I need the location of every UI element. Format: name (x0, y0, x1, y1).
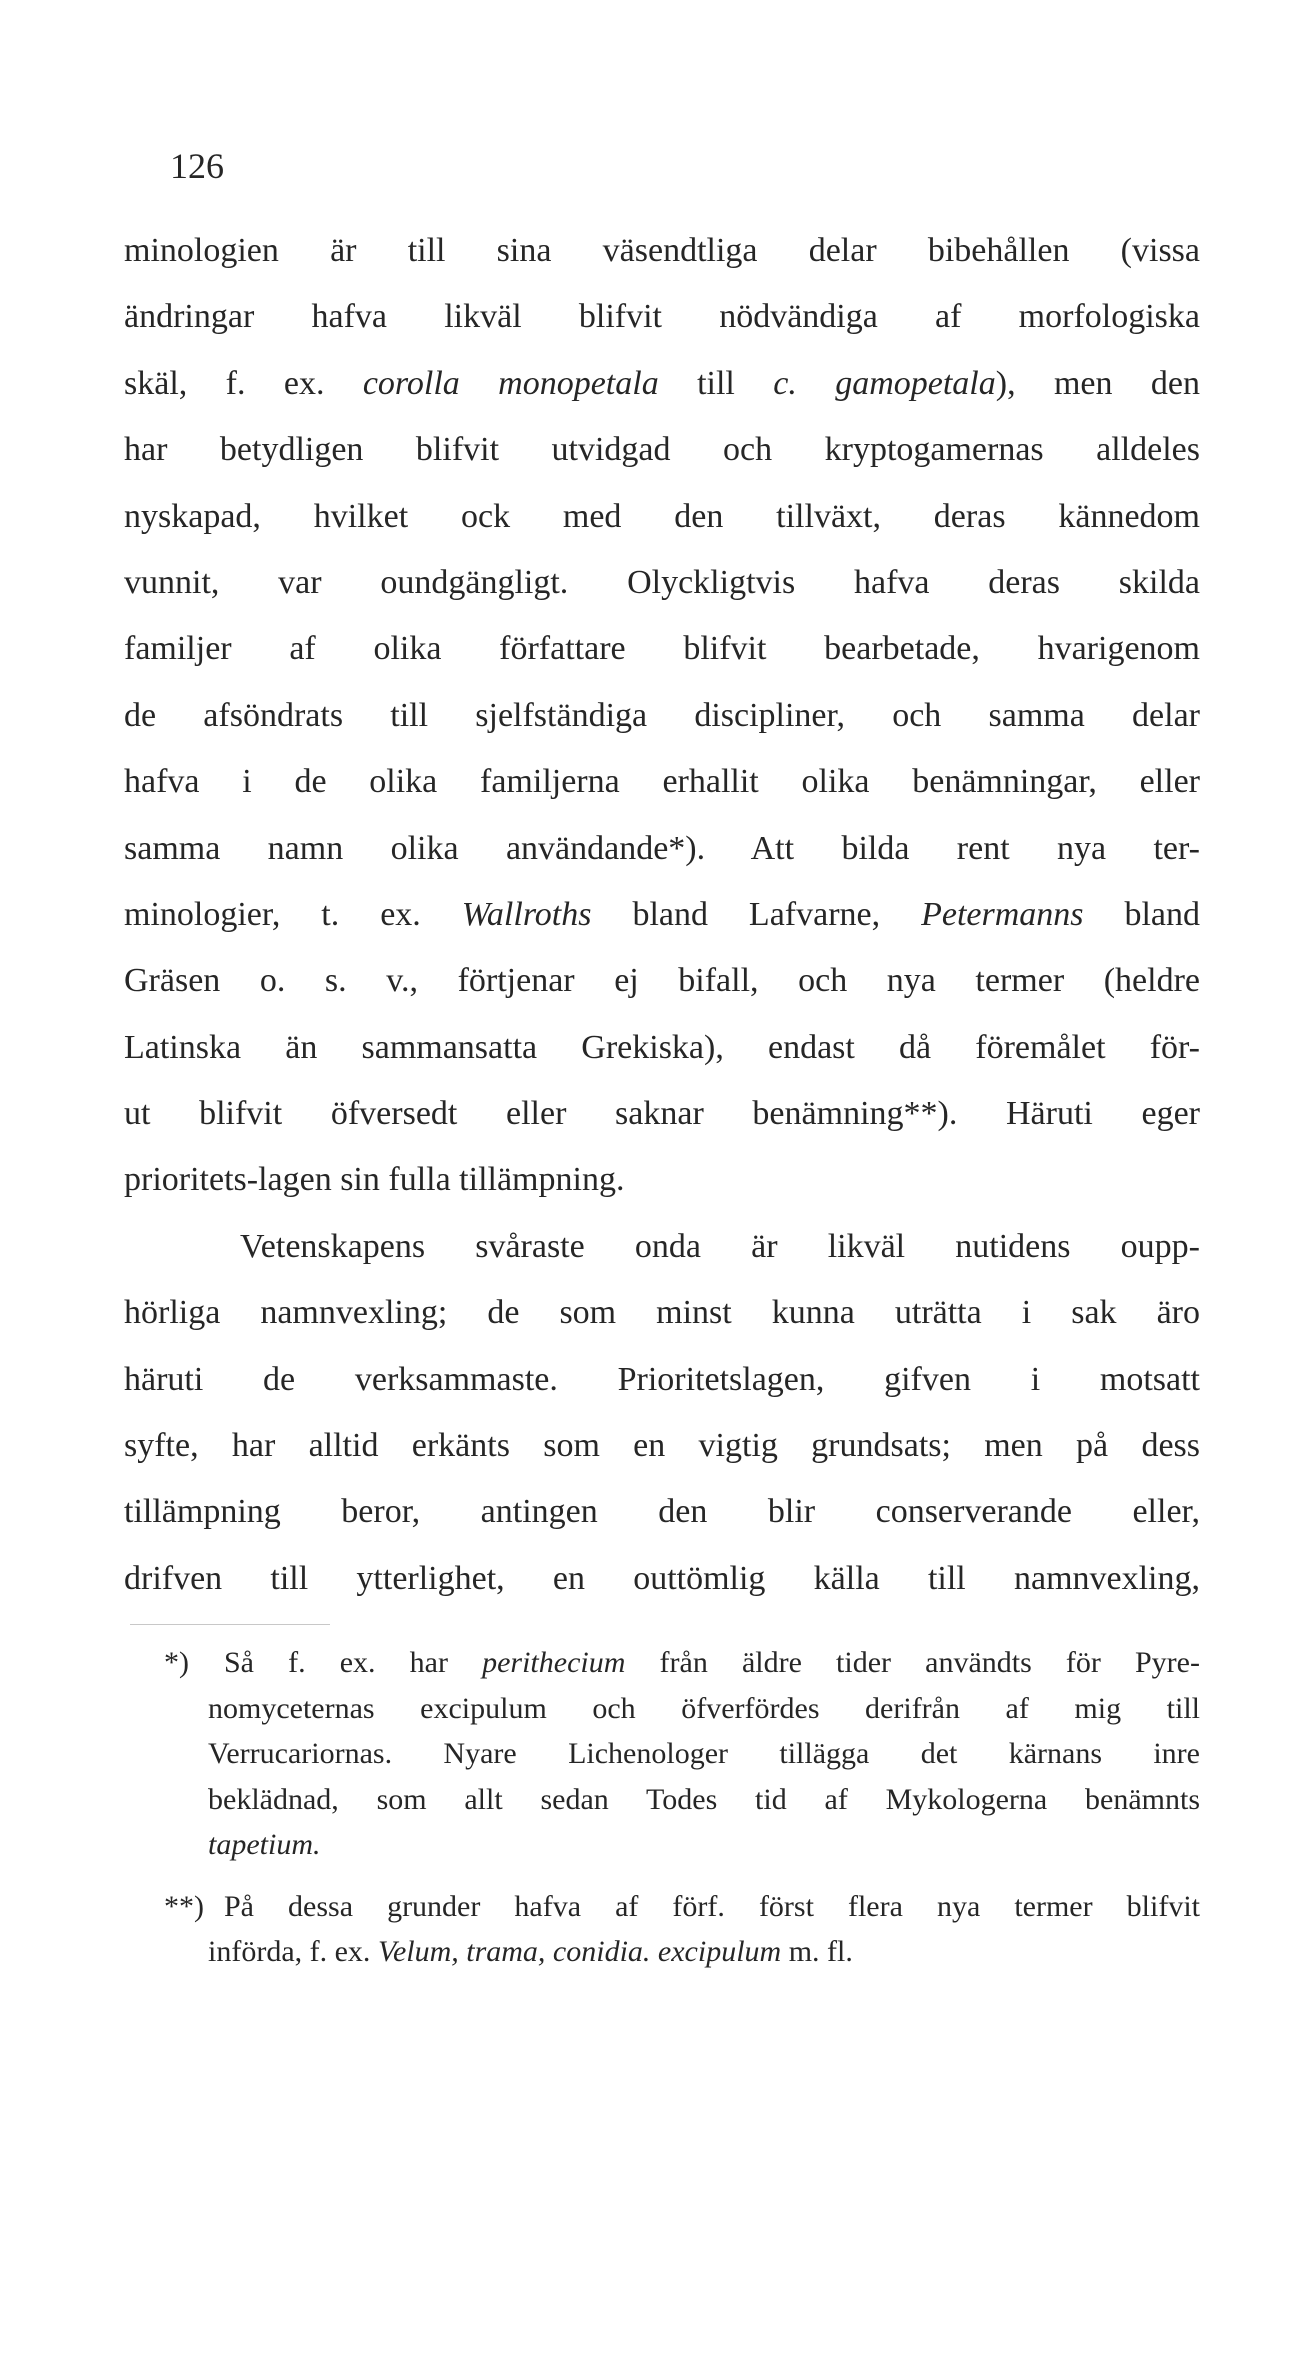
text-line: de afsöndrats till sjelfständiga discipliner, och samma delar (124, 696, 1200, 734)
text-run: införda, f. ex. (208, 1935, 378, 1968)
text-line (124, 351, 1200, 417)
text-line: minologien är till sina väsendtliga delar bibehållen (vissa (124, 232, 1200, 269)
footnote (124, 1640, 1200, 1868)
text-line: syfte, har alltid erkänts som en vigtig grundsats; men på dess (124, 1427, 1200, 1465)
footnote-marker: **) (164, 1889, 204, 1923)
text-line: drifven till ytterlighet, en outtömlig källa till namnvexling, (124, 1559, 1200, 1597)
italic-term: corolla monopetala (362, 364, 659, 402)
footnote-line (124, 1640, 1200, 1686)
text-line (124, 882, 1200, 948)
text-line: Vetenskapens svåraste onda är likväl nutidens oupp- (240, 1227, 1200, 1265)
footnote-line (124, 1884, 1200, 1930)
italic-term: perithecium (482, 1646, 626, 1679)
text-line: ändringar hafva likväl blifvit nödvändiga af morfologiska (124, 298, 1200, 336)
text-line: tillämpning beror, antingen den blir conserverande eller, (124, 1493, 1200, 1531)
italic-term: Wallroths (461, 895, 592, 933)
text-line: familjer af olika författare blifvit bearbetade, hvarigenom (124, 630, 1200, 668)
text-line: prioritets-lagen sin fulla tillämpning. (124, 1161, 625, 1199)
text-line: ut blifvit öfversedt eller saknar benämning**). Häruti eger (124, 1095, 1200, 1133)
footnote-line: Verrucariornas. Nyare Lichenologer tillägga det kärnans inre (208, 1737, 1200, 1770)
text-line: samma namn olika användande*). Att bilda rent nya ter- (124, 829, 1200, 867)
footnote-line (124, 1929, 1200, 1975)
text-line: häruti de verksammaste. Prioritetslagen, gifven i motsatt (124, 1360, 1200, 1398)
italic-term: tapetium. (208, 1828, 321, 1861)
italic-term: Petermanns (921, 895, 1084, 933)
text-run: minologier, t. ex. (124, 895, 462, 933)
text-run: ), men den (995, 364, 1200, 402)
footnote-text: På dessa grunder hafva af förf. först flera nya termer blifvit (224, 1889, 1200, 1923)
footnote-line: beklädnad, som allt sedan Todes tid af Mykologerna benämnts (208, 1782, 1200, 1816)
footnote-line: nomyceternas excipulum och öfverfördes derifrån af mig till (208, 1691, 1200, 1725)
italic-term: c. gamopetala (773, 364, 996, 402)
text-run: Så f. ex. har (224, 1646, 483, 1679)
footnote-marker: *) (164, 1646, 189, 1679)
footnote-gap (124, 1868, 1200, 1884)
italic-term: Velum, trama, conidia. excipulum (377, 1935, 782, 1968)
footnote (124, 1884, 1200, 1975)
text-line: nyskapad, hvilket ock med den tillväxt, deras kännedom (124, 497, 1200, 535)
text-run: från äldre tider användts för Pyre- (625, 1646, 1200, 1679)
text-line: Gräsen o. s. v., förtjenar ej bifall, och nya termer (heldre (124, 962, 1200, 1000)
text-line: hörliga namnvexling; de som minst kunna uträtta i sak äro (124, 1294, 1200, 1332)
text-run: bland Lafvarne, (591, 895, 922, 933)
text-run: bland (1083, 895, 1200, 933)
text-run: m. fl. (781, 1935, 853, 1968)
footnote-line (124, 1822, 1200, 1868)
footnotes (124, 1640, 1200, 1975)
footnote-text (224, 1646, 1200, 1679)
text-run: till (658, 364, 774, 402)
text-run: skäl, f. ex. (124, 364, 363, 402)
text-line: hafva i de olika familjerna erhallit olika benämningar, eller (124, 763, 1200, 801)
text-line: vunnit, var oundgängligt. Olyckligtvis hafva deras skilda (124, 563, 1200, 601)
text-line: har betydligen blifvit utvidgad och kryptogamernas alldeles (124, 431, 1200, 469)
footnote-divider (130, 1624, 330, 1625)
body-text (124, 218, 1200, 1612)
text-line: Latinska än sammansatta Grekiska), endast då föremålet för- (124, 1028, 1200, 1066)
page-number: 126 (170, 146, 224, 186)
